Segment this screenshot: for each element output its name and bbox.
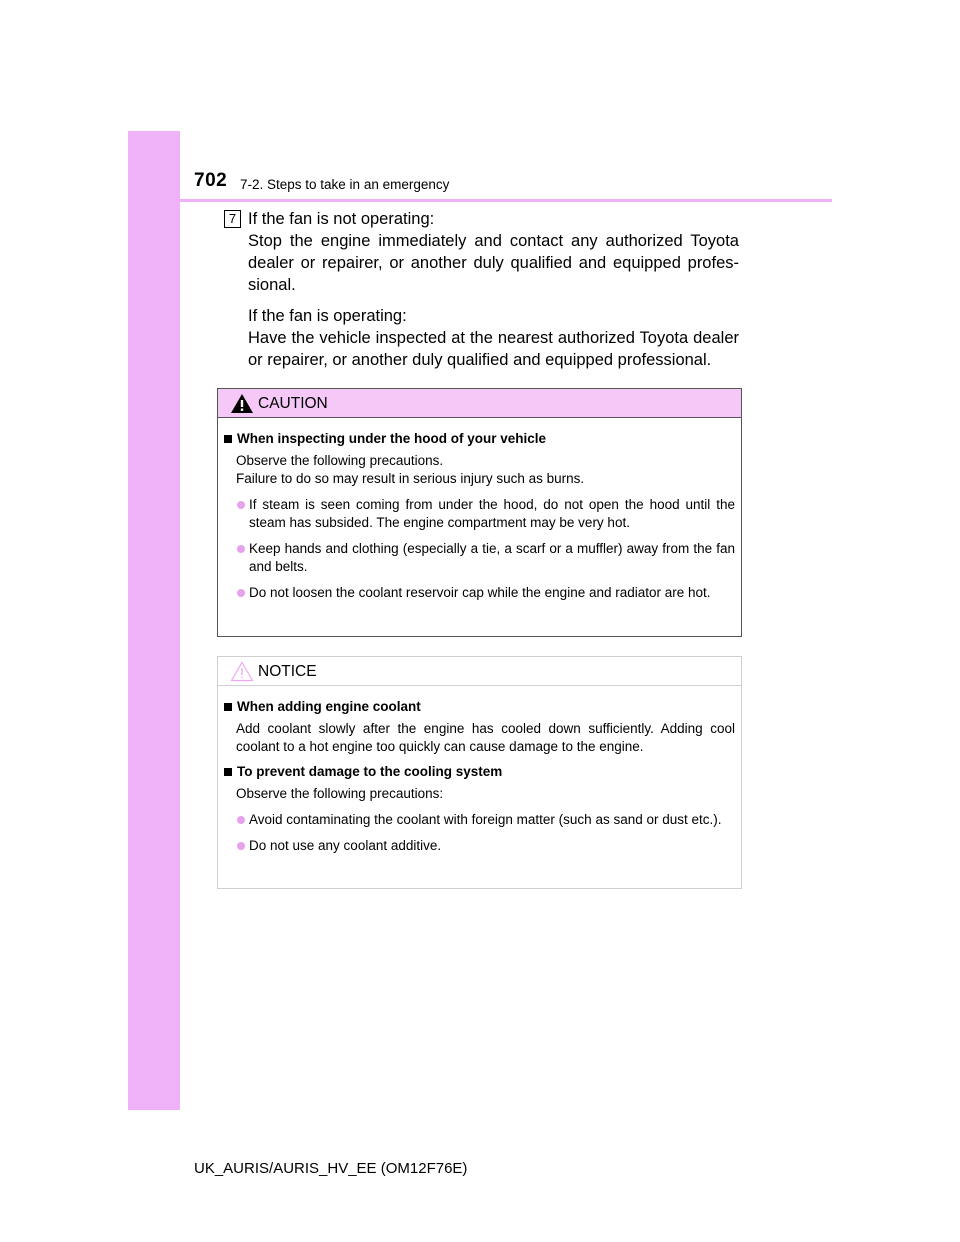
caution-body <box>218 418 741 602</box>
notice-bullet: Do not use any coolant additive. <box>224 837 735 855</box>
notice-para: Observe the following precautions: <box>236 786 444 801</box>
step-text <box>248 208 739 371</box>
step-line-fan-not-operating: If the fan is not operating: <box>248 210 435 228</box>
warning-triangle-icon <box>230 393 254 414</box>
step-number-box: 7 <box>224 210 241 228</box>
notice-item-title: When adding engine coolant <box>224 698 735 716</box>
caution-box <box>217 388 742 637</box>
notice-header <box>218 657 741 686</box>
caution-label: CAUTION <box>258 395 328 412</box>
notice-triangle-icon <box>230 661 254 682</box>
caution-bullet: If steam is seen coming from under the hood, do not open the hood until the steam has subsided. The engine compartment may be very hot. <box>224 496 735 532</box>
notice-item-title: To prevent damage to the cooling system <box>224 763 735 781</box>
page-number: 702 <box>194 170 228 191</box>
section-title: 7-2. Steps to take in an emergency <box>240 177 450 192</box>
caution-para-line: Observe the following precautions. <box>236 453 444 468</box>
step-line-fan-operating: If the fan is operating: <box>248 307 407 325</box>
step-line-have-inspected: Have the vehicle inspected at the nearest authorized Toyota dealer or repairer, or another duly qualified and equipped professional. <box>248 329 739 369</box>
caution-item-title: When inspecting under the hood of your vehicle <box>224 430 735 448</box>
header-rule <box>180 199 832 202</box>
caution-bullet: Keep hands and clothing (especially a tie, a scarf or a muffler) away from the fan and belts. <box>224 540 735 576</box>
chapter-sidebar-tab <box>128 131 180 1110</box>
footer-model-code: UK_AURIS/AURIS_HV_EE (OM12F76E) <box>194 1160 468 1177</box>
notice-box <box>217 656 742 889</box>
notice-bullet: Avoid contaminating the coolant with foreign matter (such as sand or dust etc.). <box>224 811 735 829</box>
caution-header <box>218 389 741 418</box>
notice-label: NOTICE <box>258 663 317 680</box>
caution-bullet: Do not loosen the coolant reservoir cap while the engine and radiator are hot. <box>224 584 735 602</box>
caution-para-line: Failure to do so may result in serious injury such as burns. <box>236 471 585 486</box>
notice-para: Add coolant slowly after the engine has cooled down sufficiently. Adding cool coolant to a hot engine too quickly can cause damage to the engine. <box>236 721 735 754</box>
notice-body <box>218 686 741 855</box>
step-line-stop-engine: Stop the engine immediately and contact any authorized Toyota dealer or repairer, or another duly qualified and equipped profes-sional. <box>248 232 739 294</box>
caution-para <box>224 452 735 488</box>
